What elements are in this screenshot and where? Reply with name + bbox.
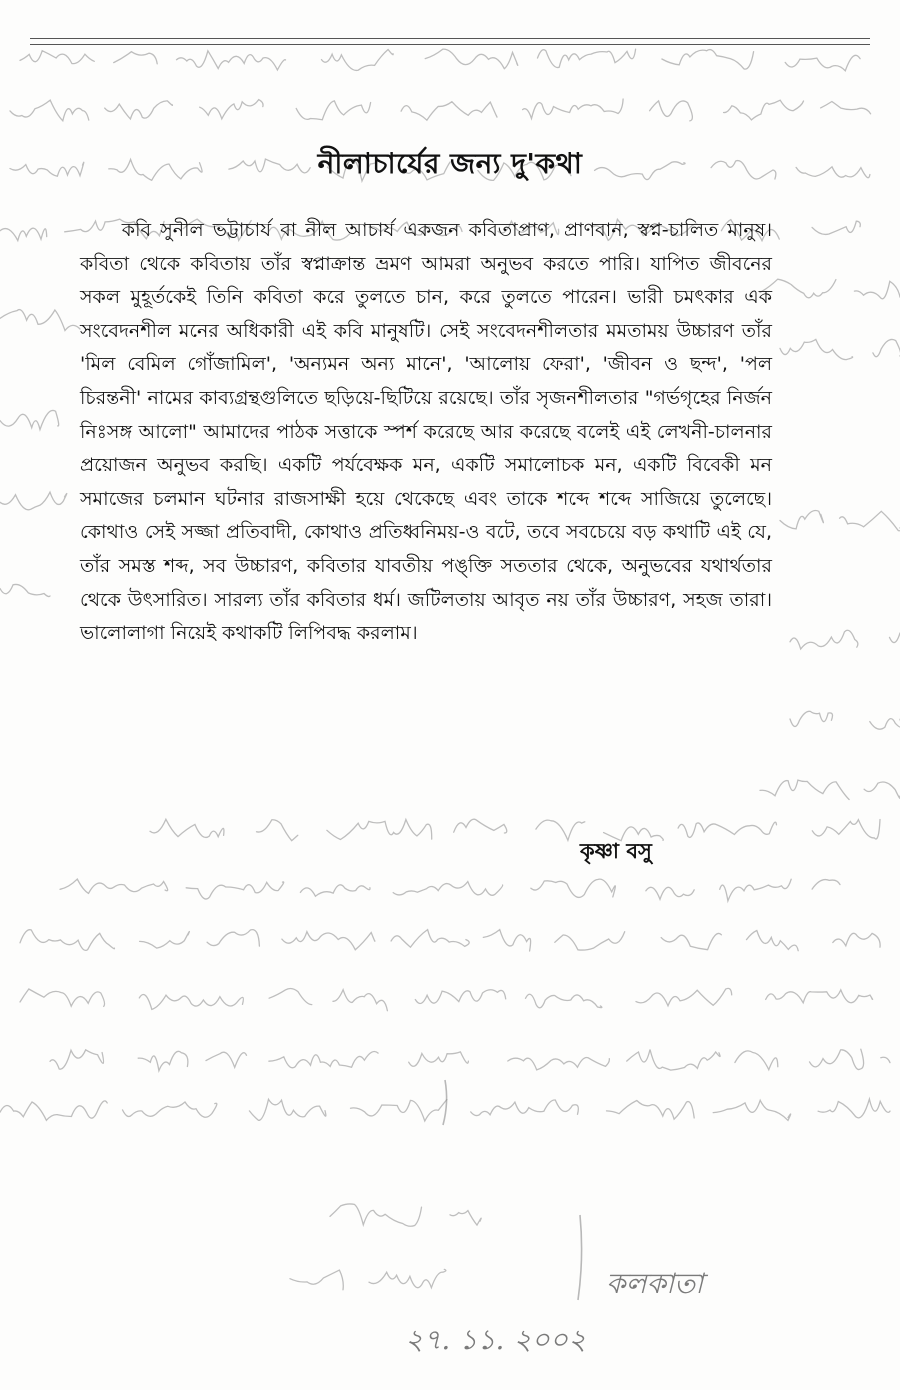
- handwritten-date: ২৭. ১১. ২০০২: [405, 1323, 587, 1356]
- pencil-scribble-line: [0, 410, 59, 429]
- pencil-scribble-line: [10, 99, 871, 121]
- page-title: নীলাচার্যের জন্য দু'কথা: [317, 147, 583, 180]
- pencil-scribble-line: [20, 988, 873, 1010]
- pencil-scribble-line: [760, 279, 900, 299]
- pencil-scribble-line: [20, 930, 880, 951]
- pencil-scribble-line: [0, 492, 67, 510]
- pencil-scribble-line: [760, 780, 900, 799]
- pencil-scribble-line: [60, 879, 840, 901]
- pencil-scribble-line: [0, 584, 50, 596]
- pencil-scribble-line: [150, 819, 880, 840]
- pencil-scribble-line: [330, 1204, 481, 1226]
- pencil-divider-stroke: [578, 1215, 582, 1300]
- pencil-scribble-line: [780, 510, 900, 530]
- author-name: কৃষ্ণা বসু: [580, 839, 652, 863]
- pencil-scribble-line: [790, 630, 900, 649]
- body-text: [80, 214, 772, 651]
- handwritten-place: কলকাতা: [606, 1267, 704, 1300]
- pencil-scribble-line: [290, 1269, 446, 1289]
- body-paragraph: কবি সুনীল ভট্টাচার্য বা নীল আচার্য একজন কবিতাপ্রাণ, প্রাণবান, স্বপ্ন-চালিত মানুষ। কবিতা থেকে কবিতায় তাঁর স্বপ্নাক্রান্ত ভ্রমণ আমরা অনুভব করতে পারি। যাপিত জীবনের সকল মুহূর্তকেই তিনি কবিতা করে তুলতে চান, করে তুলতে পারেন। ভারী চমৎকার এক সংবেদনশীল মনের অধিকারী এই কবি মানুষটি। সেই সংবেদনশীলতার মমতাময় উচ্চারণ তাঁর 'মিল বেমিল গোঁজামিল', 'অন্যমন অন্য মানে', 'আলোয় ফেরা', 'জীবন ও ছন্দ', 'পল চিরন্তনী' নামের কাব্যগ্রন্থগুলিতে ছড়িয়ে-ছিটিয়ে রয়েছে। তাঁর সৃজনশীলতার "গর্ভগৃহের নির্জন নিঃসঙ্গ আলো" আমাদের পাঠক সত্তাকে স্পর্শ করেছে আর করেছে বলেই এই লেখনী-চালনার প্রয়োজন অনুভব করছি। একটি পর্যবেক্ষক মন, একটি সমালোচক মন, একটি বিবেকী মন সমাজের চলমান ঘটনার রাজসাক্ষী হয়ে থেকেছে এবং তাকে শব্দে শব্দে সাজিয়ে তুলেছে। কোথাও সেই সজ্জা প্রতিবাদী, কোথাও প্রতিধ্বনিময়-ও বটে, তবে সবচেয়ে বড় কথাটি এই যে, তাঁর সমস্ত শব্দ, সব উচ্চারণ, কবিতার যাবতীয় পঙ্‌ক্তি সততার থেকে, অনুভবের যথার্থতার থেকে উৎসারিত। সারল্য তাঁর কবিতার ধর্ম। জটিলতায় আবৃত নয় তাঁর উচ্চারণ, সহজ তারা। ভালোলাগা নিয়েই কথাকটি লিপিবদ্ধ করলাম।: [80, 219, 772, 645]
- pencil-scribble-line: [780, 339, 900, 359]
- pencil-scribble-line: [790, 711, 900, 729]
- pencil-scribble-line: [20, 49, 860, 71]
- pencil-scribble-line: [50, 1049, 890, 1071]
- pencil-scribble-line: [0, 310, 80, 331]
